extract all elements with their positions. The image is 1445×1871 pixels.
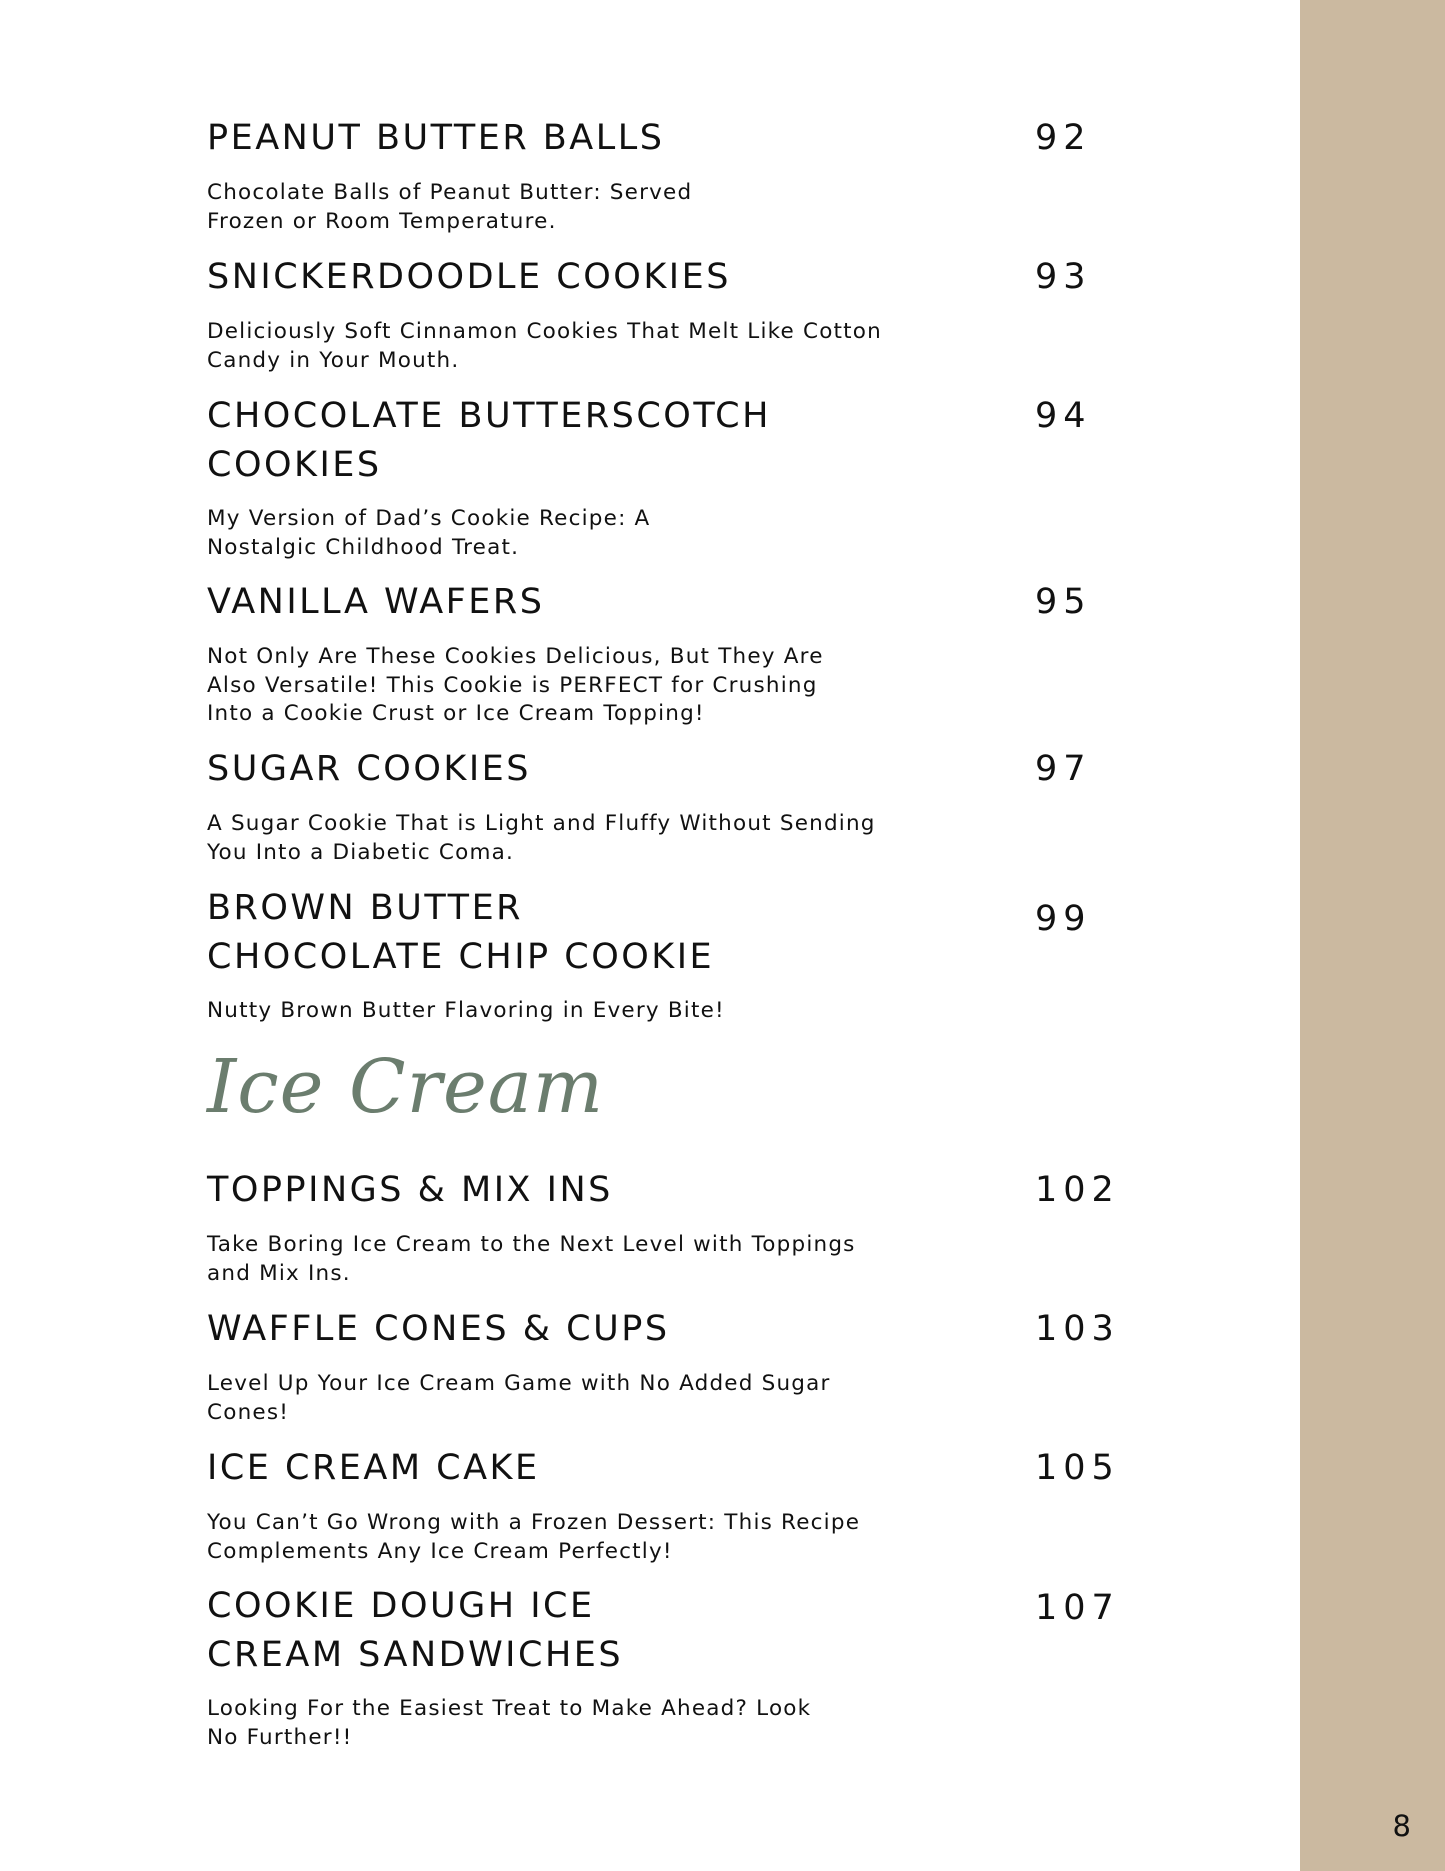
section-heading-ice-cream: Ice Cream [207, 1044, 605, 1130]
entry-title: BROWN BUTTER CHOCOLATE CHIP COOKIE [207, 888, 715, 977]
entry-page-number: 95 [1035, 582, 1092, 622]
entry-description: Looking For the Easiest Treat to Make Ahead? Look No Further!! [207, 1696, 812, 1750]
entry-page-number: 103 [1035, 1309, 1120, 1349]
entry-title: ICE CREAM CAKE [207, 1448, 540, 1488]
entry-title: COOKIE DOUGH ICE CREAM SANDWICHES [207, 1586, 624, 1675]
entry-page-number: 105 [1035, 1448, 1120, 1488]
entry-page-number: 93 [1035, 257, 1092, 297]
entry-title: PEANUT BUTTER BALLS [207, 118, 665, 158]
sidebar-band [1300, 0, 1445, 1871]
entry-title: SUGAR COOKIES [207, 749, 531, 789]
entry-title: TOPPINGS & MIX INS [207, 1170, 613, 1210]
entry-title: CHOCOLATE BUTTERSCOTCH COOKIES [207, 396, 771, 485]
entry-description: My Version of Dad’s Cookie Recipe: A Nostalgic Childhood Treat. [207, 506, 651, 560]
entry-description: Level Up Your Ice Cream Game with No Added Sugar Cones! [207, 1371, 831, 1425]
entry-page-number: 107 [1035, 1588, 1120, 1628]
entry-description: Nutty Brown Butter Flavoring in Every Bite! [207, 998, 725, 1023]
entry-description: Chocolate Balls of Peanut Butter: Served Frozen or Room Temperature. [207, 180, 693, 234]
entry-description: Take Boring Ice Cream to the Next Level with Toppings and Mix Ins. [207, 1232, 856, 1286]
entry-title: VANILLA WAFERS [207, 582, 545, 622]
entry-title: SNICKERDOODLE COOKIES [207, 257, 731, 297]
entry-title: WAFFLE CONES & CUPS [207, 1309, 670, 1349]
entry-page-number: 92 [1035, 118, 1092, 158]
entry-description: Not Only Are These Cookies Delicious, But They Are Also Versatile! This Cookie is PERFECT for Crushing Into a Cookie Crust or Ice Cream Topping! [207, 644, 824, 726]
entry-page-number: 99 [1035, 899, 1092, 939]
entry-description: You Can’t Go Wrong with a Frozen Dessert: This Recipe Complements Any Ice Cream Perfectly! [207, 1510, 861, 1564]
entry-page-number: 94 [1035, 396, 1092, 436]
entry-page-number: 97 [1035, 749, 1092, 789]
entry-description: A Sugar Cookie That is Light and Fluffy Without Sending You Into a Diabetic Coma. [207, 811, 876, 865]
entry-description: Deliciously Soft Cinnamon Cookies That Melt Like Cotton Candy in Your Mouth. [207, 319, 882, 373]
page-number: 8 [1392, 1809, 1411, 1843]
entry-page-number: 102 [1035, 1170, 1120, 1210]
